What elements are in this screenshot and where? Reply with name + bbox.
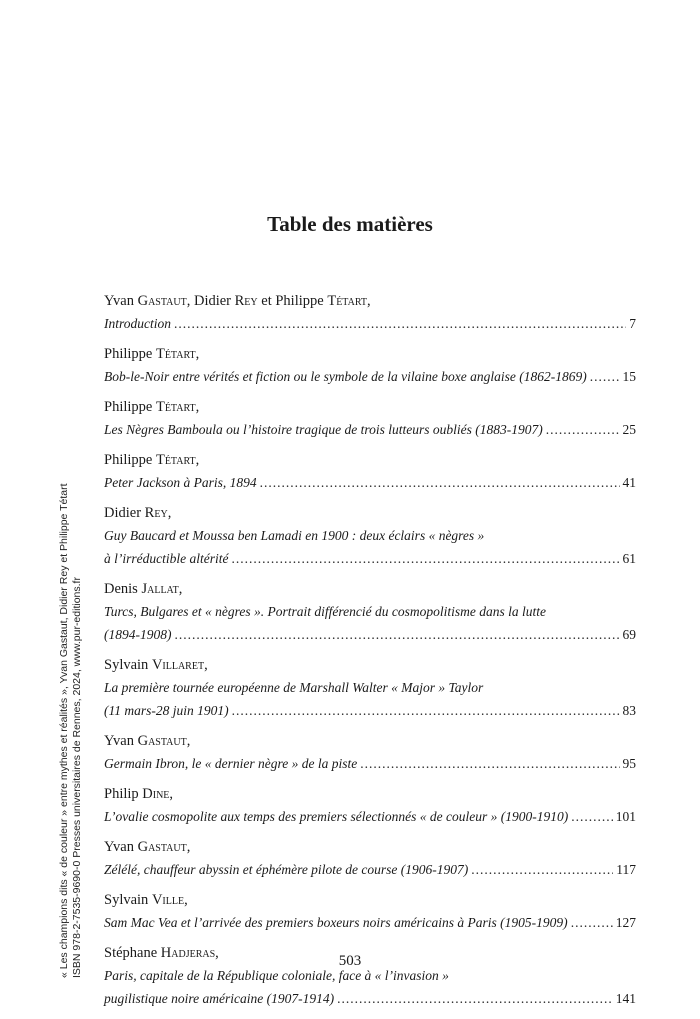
- dot-leader: [337, 987, 613, 1010]
- entry-title-continued: (1894-1908): [104, 627, 172, 642]
- entry-title: Sam Mac Vea et l’arrivée des premiers boxeurs noirs américains à Paris (1905-1909): [104, 915, 568, 930]
- entry-page: 25: [622, 422, 636, 437]
- entry-authors: Denis Jallat,: [104, 581, 183, 597]
- toc-entry: [104, 731, 636, 775]
- entry-authors: Yvan Gastaut,: [104, 733, 191, 749]
- entry-title: La première tournée européenne de Marshall Walter « Major » Taylor: [104, 680, 484, 695]
- entry-title-line[interactable]: [104, 911, 636, 934]
- entry-authors: Didier Rey,: [104, 505, 172, 521]
- entry-title-line[interactable]: [104, 623, 636, 646]
- entry-authors: Yvan Gastaut, Didier Rey et Philippe Tétart,: [104, 293, 371, 309]
- entry-authors: Philippe Tétart,: [104, 399, 200, 415]
- entry-title-continued: pugilistique noire américaine (1907-1914): [104, 991, 335, 1006]
- entry-authors: Philip Dine,: [104, 786, 174, 802]
- entry-title-line[interactable]: [104, 699, 636, 722]
- dot-leader: [571, 911, 613, 934]
- dot-leader: [546, 418, 620, 441]
- dot-leader: [175, 623, 620, 646]
- entry-title-line[interactable]: [104, 524, 636, 547]
- entry-authors: Philippe Tétart,: [104, 452, 200, 468]
- entry-title: Germain Ibron, le « dernier nègre » de la piste: [104, 756, 358, 771]
- entry-authors: Yvan Gastaut,: [104, 839, 191, 855]
- entry-title: Guy Baucard et Moussa ben Lamadi en 1900 : deux éclairs « nègres »: [104, 528, 485, 543]
- entry-title-line[interactable]: [104, 987, 636, 1010]
- side-note-line-2: ISBN 978-2-7535-9690-0 Presses universitaires de Rennes, 2024, www.pur-editions.fr: [71, 577, 83, 978]
- entry-page: 117: [616, 862, 636, 877]
- page-title: Table des matières: [267, 212, 433, 236]
- entry-title-line[interactable]: [104, 312, 636, 335]
- entry-title-line[interactable]: [104, 471, 636, 494]
- entry-page: 83: [622, 703, 636, 718]
- side-note: [0, 0, 83, 1018]
- entry-authors: Stéphane Hadjeras,: [104, 945, 219, 961]
- dot-leader: [231, 547, 619, 570]
- dot-leader: [260, 471, 620, 494]
- entry-authors: Philippe Tétart,: [104, 346, 200, 362]
- toc-entry: [104, 291, 636, 335]
- entry-page: 41: [622, 475, 636, 490]
- entry-title-continued: à l’irréductible altérité: [104, 551, 229, 566]
- dot-leader: [360, 752, 619, 775]
- side-note-text: [58, 483, 84, 978]
- entry-title: Les Nègres Bamboula ou l’histoire tragique de trois lutteurs oubliés (1883-1907): [104, 422, 543, 437]
- entry-page: 69: [622, 627, 636, 642]
- entry-title-line[interactable]: [104, 547, 636, 570]
- dot-leader: [590, 365, 620, 388]
- toc-entry: [104, 397, 636, 441]
- toc-entry: [104, 450, 636, 494]
- toc-entry: [104, 579, 636, 646]
- entry-title: Zélélé, chauffeur abyssin et éphémère pilote de course (1906-1907): [104, 862, 469, 877]
- entry-authors: Sylvain Ville,: [104, 892, 188, 908]
- toc-entry: [104, 344, 636, 388]
- entry-title-line[interactable]: [104, 418, 636, 441]
- entry-title-line[interactable]: [104, 752, 636, 775]
- entry-title-line[interactable]: [104, 805, 636, 828]
- entry-title: Turcs, Bulgares et « nègres ». Portrait différencié du cosmopolitisme dans la lutte: [104, 604, 546, 619]
- entry-title: Bob-le-Noir entre vérités et fiction ou le symbole de la vilaine boxe anglaise (1862-1869): [104, 369, 587, 384]
- entry-title: L’ovalie cosmopolite aux temps des premiers sélectionnés « de couleur » (1900-1910): [104, 809, 569, 824]
- dot-leader: [174, 312, 626, 335]
- side-note-line-1: « Les champions dits « de couleur » entre mythes et réalités », Yvan Gastaut, Didier Rey et Philippe Tétart: [58, 483, 70, 978]
- entry-authors: Sylvain Villaret,: [104, 657, 208, 673]
- entry-title-line[interactable]: [104, 858, 636, 881]
- entry-title-line[interactable]: [104, 600, 636, 623]
- entry-title: Peter Jackson à Paris, 1894: [104, 475, 257, 490]
- table-of-contents: [104, 291, 636, 1019]
- page-number: 503: [338, 953, 362, 969]
- toc-entry: [104, 655, 636, 722]
- toc-entry: [104, 503, 636, 570]
- entry-page: 101: [615, 809, 636, 824]
- entry-page: 15: [622, 369, 636, 384]
- entry-page: 61: [622, 551, 636, 566]
- entry-page: 95: [622, 756, 636, 771]
- entry-title: Paris, capitale de la République coloniale, face à « l’invasion »: [104, 968, 449, 983]
- dot-leader: [471, 858, 613, 881]
- entry-title-line[interactable]: [104, 365, 636, 388]
- entry-title: Introduction: [104, 316, 171, 331]
- dot-leader: [232, 699, 620, 722]
- entry-title-line[interactable]: [104, 676, 636, 699]
- toc-entry: [104, 784, 636, 828]
- toc-entry: [104, 890, 636, 934]
- entry-page: 141: [615, 991, 636, 1006]
- entry-page: 127: [615, 915, 636, 930]
- entry-page: 7: [629, 316, 636, 331]
- dot-leader: [571, 805, 612, 828]
- toc-entry: [104, 837, 636, 881]
- entry-title-continued: (11 mars-28 juin 1901): [104, 703, 229, 718]
